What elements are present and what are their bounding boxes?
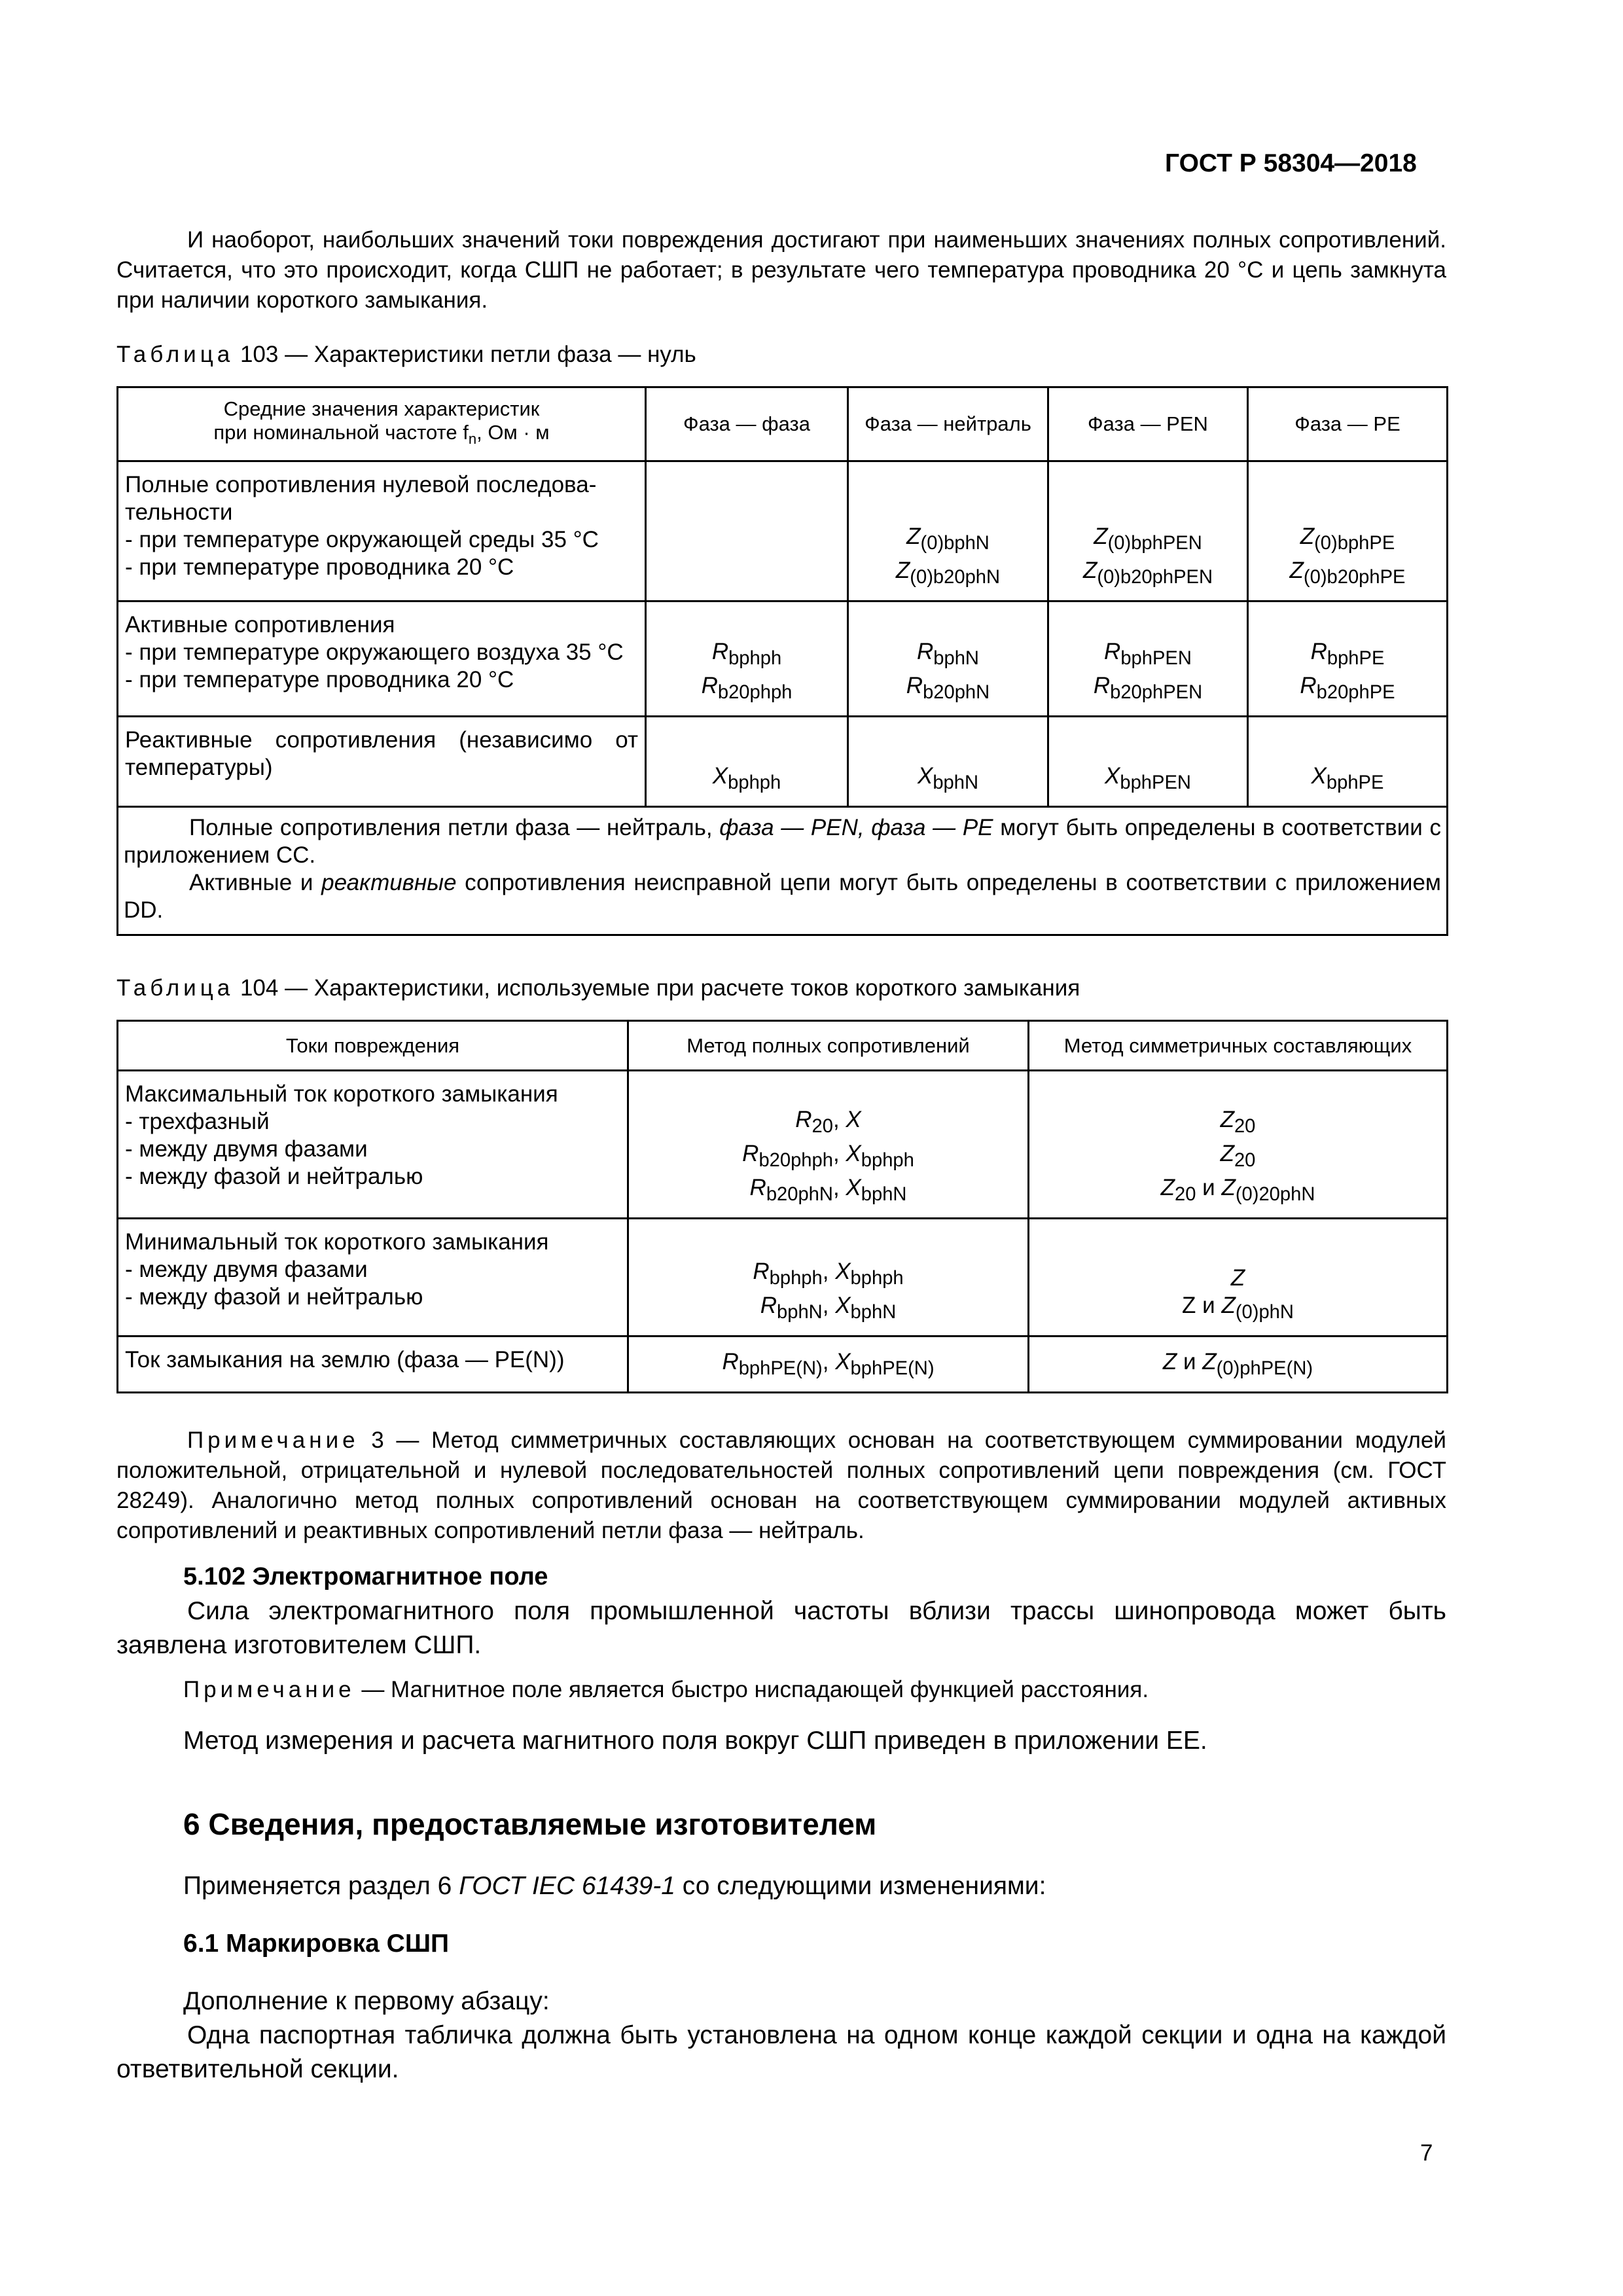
formula-cell: $R_{bphPEN}$ $R_{b20phPEN}$ — [1048, 601, 1248, 717]
note-label: Примечание — [183, 1677, 355, 1702]
table-104-caption — [116, 975, 1080, 1001]
formula-cell: $R_{bphph}$ $R_{b20phph}$ — [646, 601, 848, 717]
table-103 — [116, 386, 1448, 936]
formula-cell: $R_{bphph}$, $X_{bphph}$ $R_{bphN}$, $X_{bphN}$ — [628, 1219, 1029, 1336]
header-cell-phase-pen: Фаза — PEN — [1048, 387, 1248, 461]
row-label-min-current: Минимальный ток короткого замыкания - между двумя фазами - между фазой и нейтралью — [118, 1219, 628, 1336]
note-3 — [116, 1426, 1446, 1546]
table-row — [118, 601, 1448, 717]
row-label-max-current: Максимальный ток короткого замыкания - трехфазный - между двумя фазами - между фазой и нейтралью — [118, 1071, 628, 1219]
empty-cell — [646, 461, 848, 601]
table-103-caption — [116, 342, 696, 368]
section-heading-6: 6 Сведения, предоставляемые изготовителем — [183, 1807, 877, 1841]
formula-cell: $Z_{20}$ $Z_{20}$ $Z_{20}$ и $Z_{(0)20phN}$ — [1029, 1071, 1448, 1219]
intro-paragraph: И наоборот, наибольших значений токи повреждения достигают при наименьших значениях полных сопротивлений. Считается, что это происходит, когда СШП не работает; в результате чего температура проводника 20 °С и цепь замкнута при наличии короткого замыкания. — [116, 227, 1446, 313]
header-cell-characteristics: Средние значения характеристик при номинальной частоте $f_n$, Ом · м — [118, 387, 646, 461]
section-5-102-text-2: Метод измерения и расчета магнитного поля вокруг СШП приведен в приложении ЕЕ. — [183, 1727, 1207, 1755]
formula-cell: $X_{bphph}$ — [646, 717, 848, 807]
section-6-1-line: Дополнение к первому абзацу: — [183, 1987, 550, 2015]
formula-cell: $X_{bphN}$ — [848, 717, 1048, 807]
section-heading-5-102: 5.102 Электромагнитное поле — [183, 1563, 548, 1590]
formula-cell: Z и $Z_{(0)phPE(N)}$ — [1029, 1336, 1448, 1393]
table-104 — [116, 1020, 1448, 1393]
header-cell-impedance-method: Метод полных сопротивлений — [628, 1021, 1029, 1071]
table-103-note: Полные сопротивления петли фаза — нейтраль, фаза — PEN, фаза — PE могут быть определены в соответствии с приложением СС. Активные и реактивные сопротивления неисправной цепи могут быть определены в соответствии с приложением DD. — [118, 807, 1448, 935]
formula-cell: $Z_{(0)bphPE}$ $Z_{(0)b20phPE}$ — [1248, 461, 1448, 601]
header-cell-phase-pe: Фаза — PE — [1248, 387, 1448, 461]
table-caption-text: 103 — Характеристики петли фаза — нуль — [234, 342, 696, 367]
formula-cell: $R_{bphPE}$ $R_{b20phPE}$ — [1248, 601, 1448, 717]
section-6-text: Применяется раздел 6 ГОСТ IEC 61439-1 со следующими изменениями: — [183, 1872, 1046, 1900]
document-code: ГОСТ Р 58304—2018 — [1165, 149, 1417, 177]
note-label: Примечание — [187, 1427, 359, 1453]
header-cell-phase-neutral: Фаза — нейтраль — [848, 387, 1048, 461]
formula-cell: $R_{bphN}$ $R_{b20phN}$ — [848, 601, 1048, 717]
formula-cell: $R_{bphPE(N)}$, $X_{bphPE(N)}$ — [628, 1336, 1029, 1393]
table-note-row — [118, 807, 1448, 935]
header-cell-symmetrical-method: Метод симметричных составляющих — [1029, 1021, 1448, 1071]
formula-cell: $R_{20}$, X $R_{b20phph}$, $X_{bphph}$ $R_{b20phN}$, $X_{bphN}$ — [628, 1071, 1029, 1219]
table-row — [118, 461, 1448, 601]
table-caption-word: Таблица — [116, 975, 234, 1001]
formula-cell: $Z_{(0)bphN}$ $Z_{(0)b20phN}$ — [848, 461, 1048, 601]
section-6-1-text: Одна паспортная табличка должна быть установлена на одном конце каждой секции и одна на каждой ответвительной секции. — [116, 2021, 1446, 2083]
header-cell-phase-phase: Фаза — фаза — [646, 387, 848, 461]
table-caption-text: 104 — Характеристики, используемые при расчете токов короткого замыкания — [234, 975, 1080, 1001]
section-5-102-note — [183, 1677, 1149, 1703]
note-text: 3 — Метод симметричных составляющих основан на соответствующем суммировании модулей положительной, отрицательной и нулевой последовательностей полных сопротивлений цепи повреждения (см. ГОСТ 28249). Аналогично метод полных сопротивлений основан на соответствующем суммировании модулей активных сопротивлений и реактивных сопротивлений петли фаза — нейтраль. — [116, 1427, 1446, 1543]
formula-cell: $Z_{(0)bphPEN}$ $Z_{(0)b20phPEN}$ — [1048, 461, 1248, 601]
table-header-row — [118, 1021, 1448, 1071]
formula-cell: Z Z и $Z_{(0)phN}$ — [1029, 1219, 1448, 1336]
section-heading-6-1: 6.1 Маркировка СШП — [183, 1929, 450, 1958]
note-text: — Магнитное поле является быстро ниспадающей функцией расстояния. — [355, 1677, 1149, 1702]
formula-cell: $X_{bphPE}$ — [1248, 717, 1448, 807]
table-row — [118, 1219, 1448, 1336]
row-label-active-resistance: Активные сопротивления - при температуре окружающего воздуха 35 °С - при температуре проводника 20 °С — [118, 601, 646, 717]
table-row — [118, 1336, 1448, 1393]
section-5-102-text: Сила электромагнитного поля промышленной частоты вблизи трассы шинопровода может быть заявлена изготовителем СШП. — [116, 1597, 1446, 1659]
table-row — [118, 1071, 1448, 1219]
row-label-earth-fault: Ток замыкания на землю (фаза — PE(N)) — [118, 1336, 628, 1393]
row-label-zero-sequence: Полные сопротивления нулевой последова- тельности - при температуре окружающей среды 35 °С - при температуре проводника 20 °С — [118, 461, 646, 601]
table-caption-word: Таблица — [116, 342, 234, 367]
row-label-reactive-resistance: Реактивные сопротивления (независимо от температуры) — [118, 717, 646, 807]
page-number: 7 — [1420, 2140, 1433, 2166]
header-cell-fault-currents: Токи повреждения — [118, 1021, 628, 1071]
table-row — [118, 717, 1448, 807]
formula-cell: $X_{bphPEN}$ — [1048, 717, 1248, 807]
table-header-row — [118, 387, 1448, 461]
